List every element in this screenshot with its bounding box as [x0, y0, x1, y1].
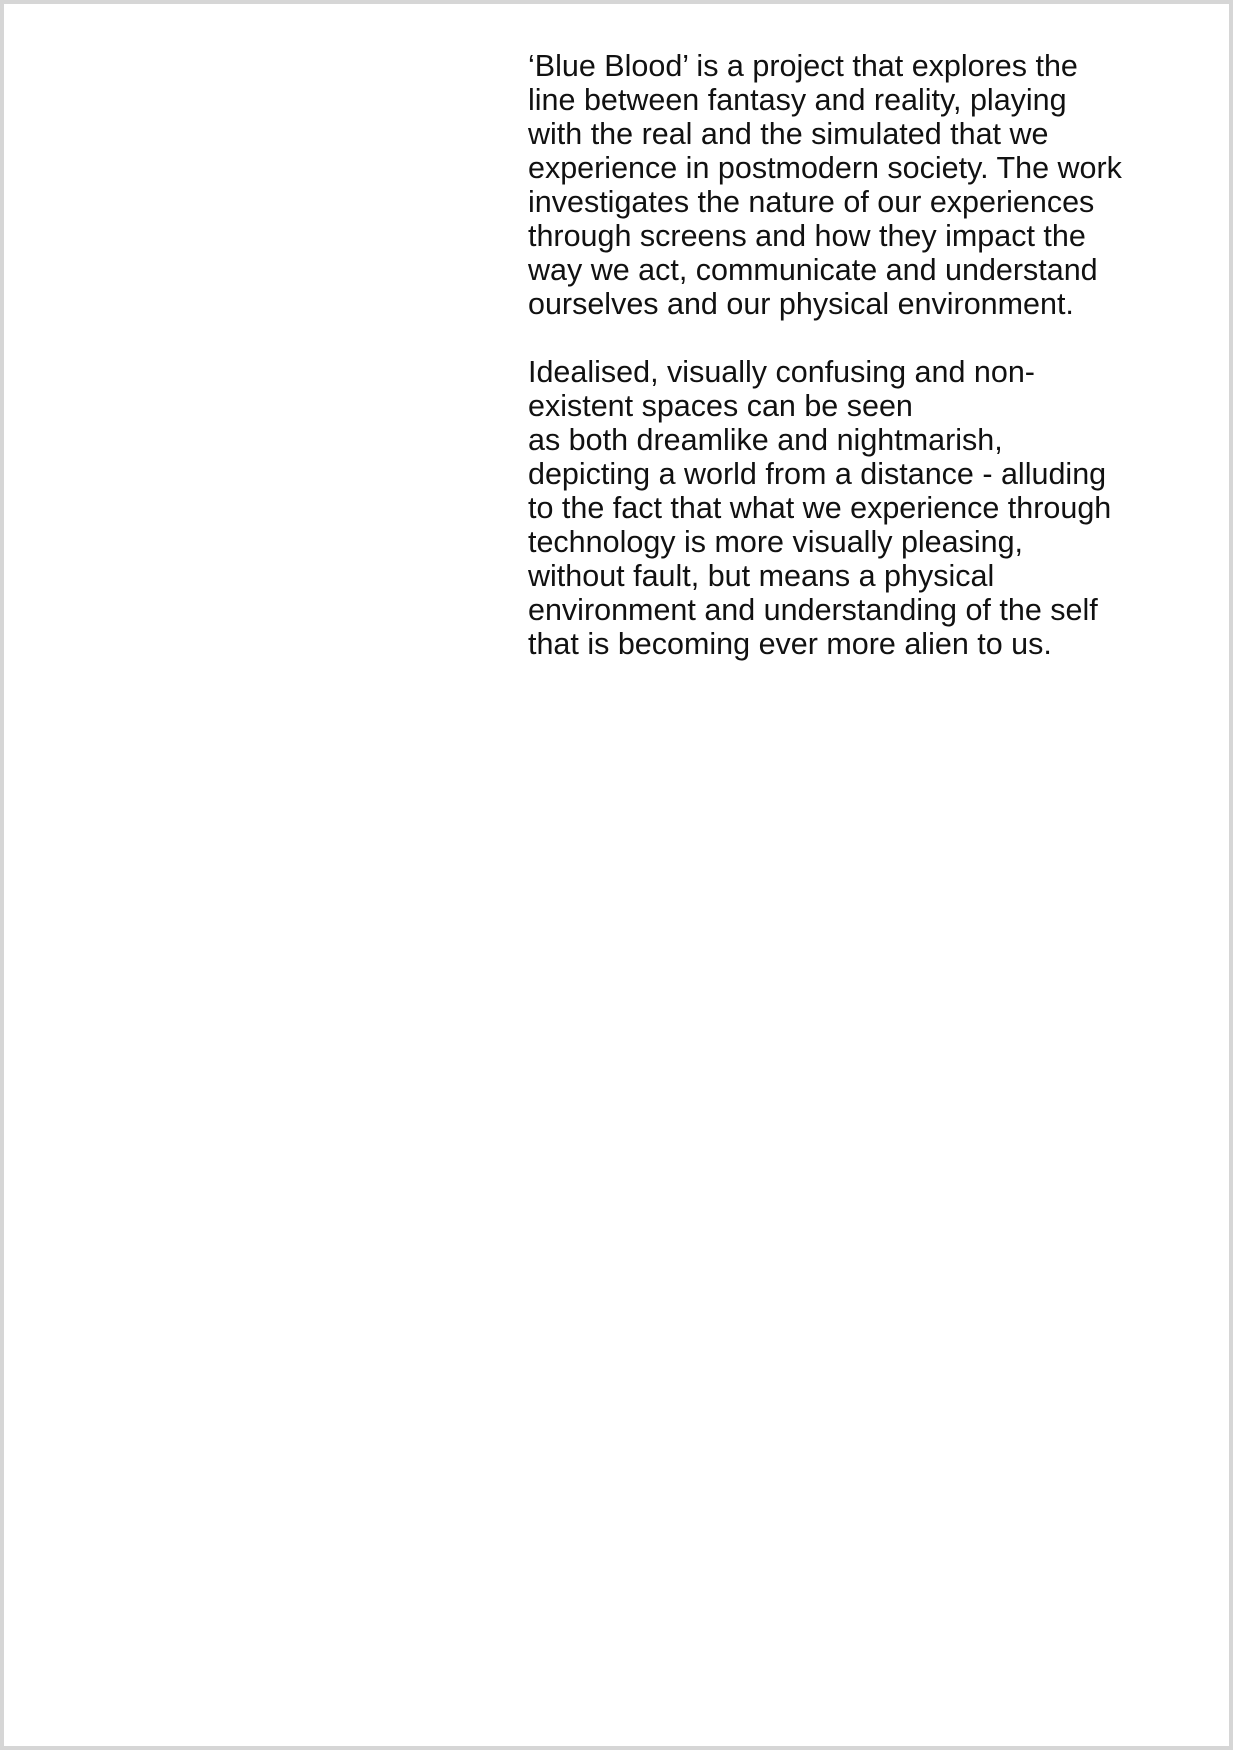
paragraph-line: ourselves and our physical environment. — [528, 287, 1074, 321]
paragraph-line: environment and understanding of the self — [528, 593, 1098, 627]
paragraph-line: technology is more visually pleasing, — [528, 525, 1024, 559]
paragraph-line: that is becoming ever more alien to us. — [528, 627, 1052, 661]
body-text-column — [528, 49, 1198, 695]
paragraph-1 — [528, 49, 1198, 321]
paragraph-line: without fault, but means a physical — [528, 559, 995, 593]
paragraph-line: with the real and the simulated that we — [528, 117, 1049, 151]
paragraph-line: depicting a world from a distance - alluding — [528, 457, 1107, 491]
paragraph-line: experience in postmodern society. The work — [528, 151, 1122, 185]
paragraph-line: as both dreamlike and nightmarish, — [528, 423, 1003, 457]
paragraph-2 — [528, 355, 1198, 661]
paragraph-line: line between fantasy and reality, playing — [528, 83, 1067, 117]
paragraph-line: way we act, communicate and understand — [528, 253, 1098, 287]
paragraph-line: investigates the nature of our experiences — [528, 185, 1095, 219]
paragraph-line: Idealised, visually confusing and non- — [528, 355, 1035, 389]
paragraph-line: existent spaces can be seen — [528, 389, 913, 423]
paragraph-line: ‘Blue Blood’ is a project that explores the — [528, 49, 1078, 83]
paragraph-line: to the fact that what we experience through — [528, 491, 1112, 525]
paragraph-line: through screens and how they impact the — [528, 219, 1086, 253]
